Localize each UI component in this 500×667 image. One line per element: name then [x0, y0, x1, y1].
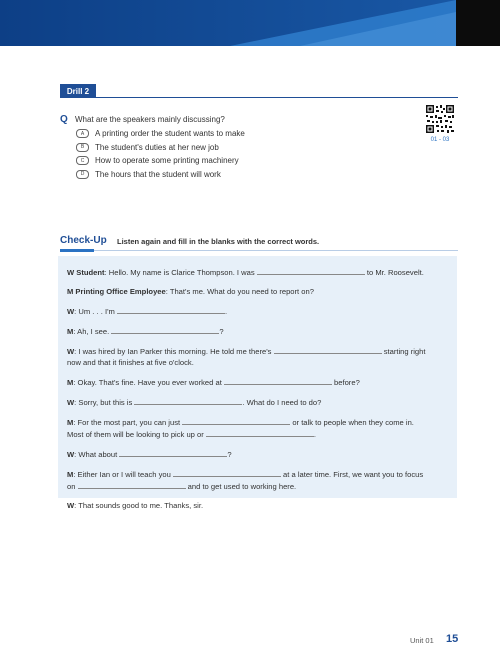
dialogue-line-10 — [67, 468, 447, 492]
dialogue-line-1 — [67, 266, 447, 278]
option-b[interactable] — [76, 141, 245, 155]
fill-in-blank[interactable] — [117, 305, 228, 316]
drill-label: Drill 2 — [60, 84, 96, 98]
speaker: W — [67, 307, 75, 316]
checkup-instruction: Listen again and fill in the blanks with the correct words. — [117, 237, 320, 246]
option-b-text: The student's duties at her new job — [95, 142, 219, 152]
speaker: M — [67, 418, 74, 427]
option-d-text: The hours that the student will work — [95, 169, 221, 179]
line-text: to Mr. Roosevelt. — [364, 268, 424, 277]
line-text: ? — [219, 327, 224, 336]
line-text: on — [67, 482, 78, 491]
line-text: before? — [331, 378, 360, 387]
option-a-text: A printing order the student wants to make — [95, 129, 245, 139]
option-c[interactable] — [76, 154, 245, 168]
audio-track-number: 01 - 03 — [430, 137, 450, 143]
fill-in-blank[interactable] — [134, 396, 242, 405]
fill-in-blank[interactable] — [119, 448, 227, 457]
option-a[interactable] — [76, 127, 245, 141]
line-text: . — [224, 307, 228, 316]
question-text: What are the speakers mainly discussing? — [75, 115, 225, 124]
footer-unit-label: Unit 01 — [410, 636, 434, 645]
dialogue-line-9 — [67, 448, 447, 460]
option-c-text: How to operate some printing machinery — [95, 156, 239, 166]
dialogue-line-8 — [67, 416, 447, 440]
line-text: Most of them will be looking to pick up or — [67, 430, 206, 439]
speaker: M — [67, 378, 74, 387]
checkup-title: Check-Up — [60, 235, 107, 246]
option-c-marker: C — [76, 156, 89, 165]
dialogue-lines — [67, 266, 447, 519]
line-text: . — [313, 430, 316, 439]
speaker: W — [67, 398, 75, 407]
line-text: : Okay. That's fine. Have you ever worked at — [73, 378, 224, 387]
fill-in-blank[interactable] — [257, 266, 365, 275]
header-black-strip — [456, 0, 500, 46]
header-banner — [0, 0, 500, 46]
dialogue-line-4 — [67, 325, 447, 337]
checkup-accent-bar — [60, 249, 94, 252]
dialogue-line-7 — [67, 396, 447, 408]
qr-code-icon[interactable] — [425, 104, 455, 134]
speaker: W — [67, 450, 75, 459]
speaker: M — [67, 470, 74, 479]
line-text: : Hello. My name is Clarice Thompson. I was — [104, 268, 257, 277]
line-text: and to get used to working here. — [185, 482, 297, 491]
fill-in-blank[interactable] — [224, 376, 332, 385]
dialogue-line-2 — [67, 286, 447, 297]
line-text: ? — [227, 450, 232, 459]
option-d-marker: D — [76, 170, 89, 179]
option-a-marker: A — [76, 129, 89, 138]
line-text: : That sounds good to me. Thanks, sir. — [74, 501, 204, 510]
fill-in-blank[interactable] — [182, 416, 290, 425]
dialogue-line-6 — [67, 376, 447, 388]
line-text: : For the most part, you can just — [73, 418, 183, 427]
line-text: : Either Ian or I will teach you — [73, 470, 173, 479]
dialogue-line-5 — [67, 345, 447, 368]
fill-in-blank[interactable] — [274, 345, 382, 354]
line-text: : Um . . . I'm — [74, 307, 117, 316]
speaker: M — [67, 327, 74, 336]
line-text: : Sorry, but this is — [74, 398, 135, 407]
line-text: starting right — [381, 347, 426, 356]
line-text: . What do I need to do? — [242, 398, 322, 407]
dialogue-line-3 — [67, 305, 447, 317]
checkup-divider — [94, 250, 458, 251]
line-text: now and that it finishes at five o'clock. — [67, 358, 194, 367]
question-letter: Q — [60, 114, 68, 125]
speaker: W — [67, 501, 75, 510]
speaker: W Student — [67, 268, 105, 277]
option-d[interactable] — [76, 168, 245, 182]
line-text: : Ah, I see. — [73, 327, 112, 336]
footer-page-number: 15 — [446, 633, 459, 645]
speaker: W — [67, 347, 75, 356]
line-text: at a later time. First, we want you to focus — [280, 470, 424, 479]
line-text: or talk to people when they come in. — [290, 418, 414, 427]
drill-divider — [96, 97, 458, 98]
line-text: : What about — [74, 450, 120, 459]
option-b-marker: B — [76, 143, 89, 152]
fill-in-blank[interactable] — [78, 480, 186, 489]
line-text: : I was hired by Ian Parker this morning. He told me there's — [74, 347, 274, 356]
fill-in-blank[interactable] — [206, 428, 314, 437]
fill-in-blank[interactable] — [111, 325, 219, 334]
fill-in-blank[interactable] — [173, 468, 281, 477]
answer-options — [76, 127, 245, 181]
dialogue-line-11 — [67, 500, 447, 511]
speaker: M Printing Office Employee — [67, 287, 166, 296]
line-text: : That's me. What do you need to report on? — [165, 287, 314, 296]
